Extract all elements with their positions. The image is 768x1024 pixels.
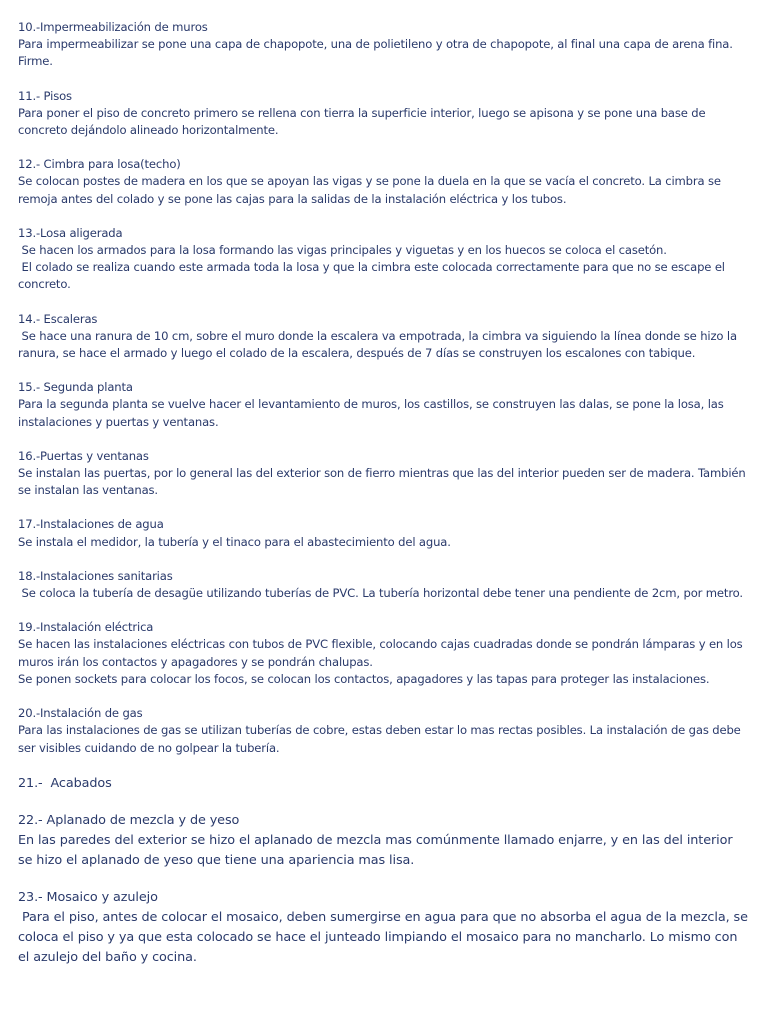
section-heading: 12.- Cimbra para losa(techo) (18, 157, 181, 172)
section-puertas-ventanas (18, 448, 748, 500)
section-text: Se hace una ranura de 10 cm, sobre el muro donde la escalera va empotrada, la cimbra va siguiendo la línea donde se hizo la ranura, se hace el armado y luego el colado de la escalera, después de 7 días se construyen los escalones con tabique. (18, 328, 741, 361)
section-cimbra (18, 156, 748, 208)
section-instalacion-gas (18, 705, 748, 757)
section-text: Para el piso, antes de colocar el mosaico, deben sumergirse en agua para que no absorba el agua de la mezcla, se coloca el piso y ya que esta colocado se hace el junteado limpiando el mosaico para no mancharlo. Lo mismo con el azulejo del baño y cocina. (18, 909, 752, 965)
section-text: Se hacen las instalaciones eléctricas con tubos de PVC flexible, colocando cajas cuadradas donde se pondrán lámparas y en los muros irán los contactos y apagadores y se pondrán chalupas. (18, 637, 747, 669)
section-heading: 10.-Impermeabilización de muros (18, 20, 208, 34)
section-heading: 13.-Losa aligerada (18, 225, 123, 240)
section-heading: 18.-Instalaciones sanitarias (18, 568, 173, 583)
section-impermeabilizacion (18, 19, 748, 71)
section-text: Se instalan las puertas, por lo general las del exterior son de fierro mientras que las del interior pueden ser de madera. También se instalan las ventanas. (18, 466, 750, 498)
section-heading: 15.- Segunda planta (18, 380, 133, 395)
section-text: Para impermeabilizar se pone una capa de chapopote, una de polietileno y otra de chapopote, al final una capa de arena fina. (18, 37, 733, 52)
section-text: Se colocan postes de madera en los que se apoyan las vigas y se pone la duela en la que se vacía el concreto. La cimbra se remoja antes del colado y se pone las cajas para la salidas de la instalación eléctrica y los tubos. (18, 174, 725, 206)
section-text: Para la segunda planta se vuelve hacer el levantamiento de muros, los castillos, se construyen las dalas, se pone la losa, las instalaciones y puertas y ventanas. (18, 397, 728, 429)
section-pisos (18, 88, 748, 140)
section-mosaico-azulejo (18, 888, 752, 968)
section-heading: 14.- Escaleras (18, 311, 98, 326)
section-text: Se coloca la tubería de desagüe utilizando tuberías de PVC. La tubería horizontal debe tener una pendiente de 2cm, por metro. (18, 586, 743, 601)
section-aplanado (18, 811, 748, 871)
section-heading: 19.-Instalación eléctrica (18, 620, 154, 635)
section-heading: 17.-Instalaciones de agua (18, 517, 164, 532)
section-text: Para poner el piso de concreto primero se rellena con tierra la superficie interior, luego se apisona y se pone una base de concreto dejándolo alineado horizontalmente. (18, 105, 710, 138)
section-instalacion-electrica (18, 619, 748, 688)
section-escaleras (18, 311, 748, 363)
section-text: En las paredes del exterior se hizo el aplanado de mezcla mas comúnmente llamado enjarre, y en las del interior se hizo el aplanado de yeso que tiene una apariencia mas lisa. (18, 832, 737, 868)
section-heading: 16.-Puertas y ventanas (18, 448, 149, 463)
section-heading: 20.-Instalación de gas (18, 706, 143, 721)
section-text: Se ponen sockets para colocar los focos, se colocan los contactos, apagadores y las tapas para proteger las instalaciones. (18, 671, 710, 686)
section-losa-aligerada (18, 225, 748, 294)
section-text: Se hacen los armados para la losa formando las vigas principales y viguetas y en los huecos se coloca el casetón. (18, 243, 667, 258)
section-text: Firme. (18, 54, 53, 69)
section-instalaciones-agua (18, 516, 748, 550)
document-body (18, 19, 752, 985)
section-heading: 22.- Aplanado de mezcla y de yeso (18, 812, 240, 828)
section-segunda-planta (18, 379, 748, 431)
section-text: El colado se realiza cuando este armada toda la losa y que la cimbra este colocada correctamente para que no se escape el concreto. (18, 260, 729, 292)
section-acabados (18, 774, 748, 794)
section-heading: 23.- Mosaico y azulejo (18, 889, 158, 905)
section-instalaciones-sanitarias (18, 568, 748, 602)
section-heading: 11.- Pisos (18, 88, 72, 103)
section-heading: 21.- Acabados (18, 775, 112, 791)
section-text: Para las instalaciones de gas se utilizan tuberías de cobre, estas deben estar lo mas rectas posibles. La instalación de gas debe ser visibles cuidando de no golpear la tubería. (18, 723, 745, 755)
section-text: Se instala el medidor, la tubería y el tinaco para el abastecimiento del agua. (18, 534, 451, 549)
